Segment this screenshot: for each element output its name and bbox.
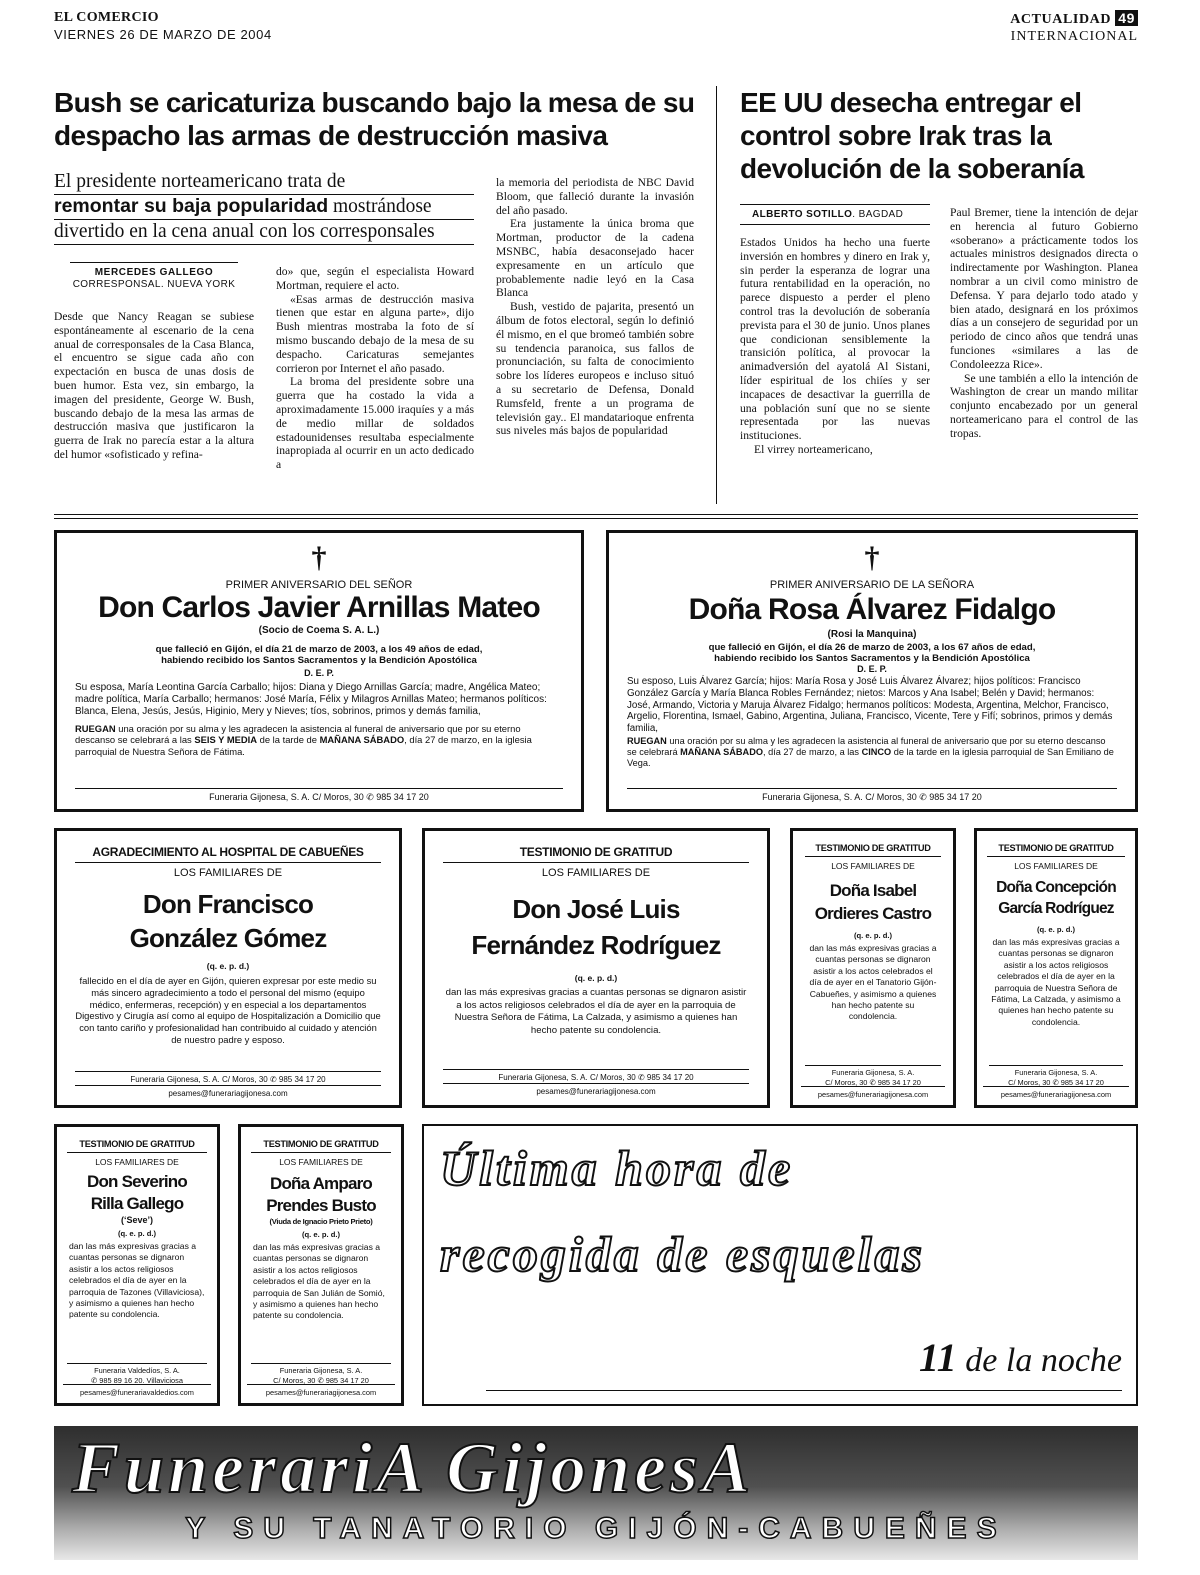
footer-address: C/ Moros, 30 ✆ 985 34 17 20	[273, 1375, 369, 1385]
section-divider	[54, 514, 1138, 519]
obit-title: TESTIMONIO DE GRATITUD	[987, 843, 1125, 857]
article2-column-1	[740, 236, 930, 457]
article1-column-3	[496, 176, 694, 438]
obit-name-line-2: Prendes Busto	[266, 1196, 376, 1215]
obit-family: Su esposa, María Leontina García Carballo; hijos: Diana y Diego Arnillas García; madre, Angélica Mateo; madre política, María Carballo; hermanos: José María, Félix y Milagros Arnillas Mateo; hermanos políticos: Blanca, Elena, Jesús, Jesús, Higinio, Mery y Nieves; tíos, sobrinos, primos y demás familia,	[75, 682, 547, 717]
paragraph: Bush, vestido de pajarita, presentó un álbum de fotos electoral, según lo definió él mismo, en el que bromeó también sobre su tendencia paranoica, sus fallos de pronunciación, su falta de conocimiento sobre los líderes europeos e incluso situó a su secretario de Defensa, Donald Rumsfeld, frente a un programa de televisión gay.. El mandatarioque enfrenta sus niveles más bajos de popularidad	[496, 300, 694, 438]
obit-qepd: (q. e. p. d.)	[854, 931, 892, 940]
obit-name: Doña Rosa Álvarez Fidalgo	[688, 593, 1056, 626]
obit-name-line-1: Don José Luis	[512, 894, 680, 924]
page-number: 49	[1115, 10, 1138, 26]
footer-company: Funeraria Gijonesa, S. A.	[831, 1068, 915, 1078]
obit-name-line-1: Doña Amparo	[269, 1174, 373, 1193]
obit-familiares: LOS FAMILIARES DE	[95, 1157, 179, 1167]
article1-column-2	[276, 265, 474, 472]
paragraph: Paul Bremer, tiene la intención de dejar en herencia al futuro Gobierno «soberano» a prácticamente todos los actuales ministros designados directa o indirectamente por Washington. Planea nombrar a un civil como ministro de Defensa. Y para dejarlo todo atado y bien atado, designará en los próximos días a un consejero de seguridad por un periodo de cinco años que tendrá unas funciones «similares a las de Condoleezza Rice».	[950, 206, 1138, 371]
obit-familiares: LOS FAMILIARES DE	[173, 867, 283, 879]
obit-dep: D. E. P.	[304, 668, 334, 678]
paragraph: Estados Unidos ha hecho una fuerte inversión en hombres y dinero en Irak y, sin perder la esperanza de lograr una futura rentabilidad en la operación, no parece dispuesto a perder el pleno control tras la devolución de soberanía prevista para el 30 de junio. Unos planes que condicionan sensiblemente la transición política, al provocar la animadversión del ayatolá Al Sistani, líder espiritual de los chiíes y ser incapaces de desactivar la guerrilla de una población suní que no se siente representada por las nuevas instituciones.	[740, 236, 930, 443]
obit-qepd: (q. e. p. d.)	[206, 961, 250, 971]
footer-address: C/ Moros, 30 ✆ 985 34 17 20	[1008, 1077, 1104, 1087]
obit-subtitle: (Rosi la Manquina)	[827, 629, 917, 640]
obit-footer: Funeraria Gijonesa, S. A. C/ Moros, 30 ✆ 985 34 17 20	[627, 788, 1117, 803]
obit-text: dan las más expresivas gracias a cuantas personas se dignaron asistir a los actos religiosos celebrados el día de ayer en la parroquia de Nuestra Señora de Fátima, La Calzada, y asimismo a quienes han hecho patente su condolencia.	[991, 937, 1121, 1027]
obit-qepd: (q. e. p. d.)	[118, 1229, 156, 1238]
obit-label: PRIMER ANIVERSARIO DEL SEÑOR	[225, 579, 413, 591]
obit-family: Su esposo, Luis Álvarez García; hijos: María Rosa y José Luis Álvarez Álvarez; hijos políticos: Francisco González García y María Blanca Robles Fernández; nietos: Marcos y Ana Isabel; Belén y David; hermanos: José, Armando, Victoria y Maruja Álvarez Fidalgo; hermanos políticos: Modesta, Argentina, Melchor, Francisco, Argelio, Florentina, Ismael, Gabino, Argentina, Juliana, Francisco, Vicente, Tere y Fifí; sobrinos, primos y demás familia,	[627, 676, 1113, 735]
obit-service	[627, 736, 1117, 769]
notice-hour-number: 11	[918, 1335, 957, 1380]
obit-label: PRIMER ANIVERSARIO DE LA SEÑORA	[769, 579, 975, 591]
obit-text: dan las más expresivas gracias a cuantas personas se dignaron asistir a los actos celebrados el día de ayer en el Tanatorio Gijón-Cabueñes, y asimismo a quienes han hecho patente su condolencia.	[809, 943, 937, 1022]
obit-familiares: LOS FAMILIARES DE	[279, 1157, 363, 1167]
obit-name-line-1: Doña Concepción	[996, 879, 1116, 896]
deck-emphasis: remontar su baja popularidad	[54, 195, 329, 217]
paragraph: la memoria del periodista de NBC David Bloom, que falleció durante la invasión del año pasado.	[496, 176, 694, 217]
obit-familiares: LOS FAMILIARES DE	[1014, 861, 1098, 871]
gratitude-jose-luis-fernandez	[422, 828, 770, 1108]
article2-column-2	[950, 206, 1138, 441]
obit-sacraments-line: habiendo recibido los Santos Sacramentos y la Bendición Apostólica	[161, 655, 477, 666]
obit-footer	[251, 1363, 391, 1385]
notice-hour	[918, 1335, 1122, 1381]
paper-name: EL COMERCIO	[54, 10, 159, 25]
ruegan: RUEGAN	[75, 723, 116, 734]
service-text: , día 27 de marzo, a las	[762, 746, 862, 757]
obit-title: TESTIMONIO DE GRATITUD	[443, 845, 749, 863]
obit-name-line-1: Doña Isabel	[829, 881, 917, 900]
banner-subtitle: Y SU TANATORIO GIJÓN-CABUEÑES	[185, 1512, 1007, 1545]
ruegan: RUEGAN	[627, 735, 667, 746]
obit-footer: Funeraria Gijonesa, S. A. C/ Moros, 30 ✆ 985 34 17 20	[75, 788, 563, 803]
service-text: una oración por su alma y les agradecen la asistencia al funeral de aniversario que por su eterno descanso se celebrará a las	[75, 723, 521, 746]
gratitude-severino-rilla	[54, 1124, 220, 1406]
obit-footer: Funeraria Gijonesa, S. A. C/ Moros, 30 ✆ 985 34 17 20	[75, 1071, 381, 1085]
deck-line-2	[54, 195, 474, 220]
service-time: SEIS Y MEDIA	[194, 734, 258, 746]
obit-email[interactable]: pesames@funerariagijonesa.com	[75, 1085, 381, 1099]
deck-line-1: El presidente norteamericano trata de	[54, 170, 474, 195]
byline-dateline: CORRESPONSAL. NUEVA YORK	[72, 279, 236, 290]
service-text: una oración por su alma y les agradecen la asistencia al funeral de aniversario que por su eterno descanso se celebrará	[627, 735, 1106, 757]
obit-name: Don Carlos Javier Arnillas Mateo	[98, 591, 540, 624]
article1-column-1: Desde que Nancy Reagan se subiese espontáneamente al escenario de la cena anual de corresponsales de la Casa Blanca, el encuentro se sigue cada año con expectación en busca de unas dosis de buen humor. Esta vez, sin embargo, la imagen del presidente, George W. Bush, buscando debajo de la mesa las armas de destrucción masiva que justificaron la guerra de Irak no parecía estar a la altura del humor «sofisticado y refina-	[54, 310, 254, 461]
byline-author: ALBERTO SOTILLO	[752, 209, 853, 220]
obit-name-line-1: Don Francisco	[142, 889, 314, 919]
obit-subtitle: (Socio de Coema S. A. L.)	[258, 625, 380, 636]
obit-name-line-2: Rilla Gallego	[90, 1194, 184, 1213]
notice-rule	[486, 1390, 1122, 1391]
footer-address: C/ Moros, 30 ✆ 985 34 17 20	[825, 1077, 921, 1087]
section-name	[1010, 10, 1138, 28]
paragraph: do» que, según el especialista Howard Mortman, requiere el acto.	[276, 265, 474, 292]
footer-address: ✆ 985 89 16 20. Villaviciosa	[91, 1375, 183, 1385]
obit-title: TESTIMONIO DE GRATITUD	[67, 1139, 207, 1153]
deck-line-2-rest: mostrándose	[328, 196, 432, 217]
article2-byline	[740, 204, 930, 225]
obit-qepd: (q. e. p. d.)	[1037, 925, 1075, 934]
notice-hour-text: de la noche	[956, 1342, 1122, 1379]
paragraph: La broma del presidente sobre una guerra que ha costado la vida a aproximadamente 15.000 iraquíes y a más de medio millar de soldados estadounidenses resultaba especialmente inapropiada al ocurrir en un acto dedicado a	[276, 375, 474, 472]
service-day: MAÑANA SÁBADO	[680, 746, 763, 757]
obit-nickname: (Viuda de Ignacio Prieto Prieto)	[269, 1217, 373, 1226]
obit-death-line: que falleció en Gijón, el día 26 de marzo de 2003, a los 67 años de edad,	[708, 642, 1036, 653]
obit-email[interactable]: pesames@funerariagijonesa.com	[801, 1086, 945, 1100]
service-text: de la tarde en la iglesia parroquial de San Emiliano de Vega.	[627, 746, 1114, 768]
deck-line-3: divertido en la cena anual con los corresponsales	[54, 220, 474, 245]
notice-line-2: recogida de esquelas	[440, 1226, 925, 1282]
obit-qepd: (q. e. p. d.)	[302, 1230, 340, 1239]
funeral-home-banner	[54, 1426, 1138, 1560]
obit-familiares: LOS FAMILIARES DE	[541, 867, 651, 879]
obituary-rosa-alvarez	[606, 530, 1138, 812]
obit-text: dan las más expresivas gracias a cuantas personas se dignaron asistir a los actos religiosos celebrados el día de ayer en la parroquia de Tazones (Villaviciosa), y asimismo a quienes han hecho patente su condolencia.	[69, 1241, 205, 1320]
paragraph: «Esas armas de destrucción masiva tienen que estar en alguna parte», dijo Bush mientras mostraba la foto de sí mismo buscando debajo de la mesa de su despacho. Caricaturas semejantes corrieron por Internet el año pasado.	[276, 292, 474, 375]
obit-name-line-2: González Gómez	[129, 923, 327, 953]
obit-email[interactable]: pesames@funerariavaldedios.com	[63, 1384, 211, 1398]
obit-name-line-2: García Rodríguez	[998, 900, 1114, 917]
obit-footer	[989, 1065, 1123, 1087]
masthead	[54, 10, 1138, 46]
obit-qepd: (q. e. p. d.)	[574, 973, 618, 983]
section-label: ACTUALIDAD	[1010, 12, 1112, 27]
footer-company: Funeraria Gijonesa, S. A.	[279, 1366, 363, 1376]
gratitude-amparo-prendes	[238, 1124, 404, 1406]
obit-text: dan las más expresivas gracias a cuantas personas se dignaron asistir a los actos religiosos celebrados el día de ayer en la parroquia de San Julián de Somió, y asimismo a quienes han hecho patente su condolencia.	[253, 1242, 385, 1321]
obit-text: fallecido en el día de ayer en Gijón, quieren expresar por este medio su más sincero agradecimiento a todo el personal del mismo (equipo médico, enfermeras, recepción) y en especial a los departamentos Digestivo y Cirugía así como al equipo de Hospitalización a Domicilio que con tanto cariño y profesionalidad han contribuido al cuidado y atención de nuestro padre y esposo.	[75, 975, 381, 1045]
obit-footer	[67, 1363, 207, 1385]
issue-date: VIERNES 26 DE MARZO DE 2004	[54, 27, 272, 42]
late-notice	[422, 1124, 1138, 1406]
footer-company: Funeraria Valdedíos, S. A.	[94, 1366, 180, 1376]
subsection-name: INTERNACIONAL	[1010, 29, 1138, 44]
byline-dateline: . BAGDAD	[852, 209, 904, 220]
obit-name-line-1: Don Severino	[87, 1172, 187, 1191]
obit-title: TESTIMONIO DE GRATITUD	[251, 1139, 391, 1153]
obit-email[interactable]: pesames@funerariagijonesa.com	[247, 1384, 395, 1398]
service-time: CINCO	[861, 746, 892, 757]
byline-author: MERCEDES GALLEGO	[94, 267, 214, 278]
gratitude-francisco-gonzalez	[54, 828, 402, 1108]
obit-title: TESTIMONIO DE GRATITUD	[805, 843, 941, 857]
obit-death-line: que falleció en Gijón, el día 21 de marzo de 2003, a los 49 años de edad,	[155, 644, 483, 655]
paragraph: El virrey norteamericano,	[754, 442, 873, 456]
article1-headline: Bush se caricaturiza buscando bajo la mesa de su despacho las armas de destrucción masiva	[54, 87, 695, 151]
gratitude-concepcion-garcia	[974, 828, 1138, 1108]
article2-headline: EE UU desecha entregar el control sobre Irak tras la devolución de la soberanía	[740, 87, 1084, 184]
footer-company: Funeraria Gijonesa, S. A.	[1014, 1068, 1098, 1078]
obit-nickname: (‘Seve’)	[120, 1215, 153, 1225]
gratitude-isabel-ordieres	[790, 828, 956, 1108]
service-day: MAÑANA SÁBADO	[319, 734, 405, 746]
cross-icon: †	[864, 541, 880, 574]
column-rule	[716, 86, 717, 504]
obit-name-line-2: Ordieres Castro	[814, 904, 932, 923]
cross-icon: †	[311, 541, 327, 574]
service-text: de la tarde de	[257, 734, 320, 746]
obit-dep: D. E. P.	[857, 664, 887, 674]
obit-email[interactable]: pesames@funerariagijonesa.com	[983, 1086, 1129, 1100]
obit-service	[75, 723, 563, 757]
paragraph: Se une también a ello la intención de Washington de crear un mando militar conjunto encabezado por un general norteamericano para el control de las tropas.	[950, 371, 1138, 440]
article1-deck	[54, 170, 474, 245]
obit-footer	[805, 1065, 941, 1087]
service-text: , día 27 de marzo, en la iglesia parroquial de Nuestra Señora de Fátima.	[75, 734, 532, 757]
obit-title: AGRADECIMIENTO AL HOSPITAL DE CABUEÑES	[75, 845, 381, 863]
banner-brand: FunerariA GijonesA	[72, 1428, 755, 1508]
notice-line-1: Última hora de	[440, 1140, 794, 1196]
obit-sacraments-line: habiendo recibido los Santos Sacramentos y la Bendición Apostólica	[714, 653, 1030, 664]
obit-email[interactable]: pesames@funerariagijonesa.com	[443, 1083, 749, 1097]
obit-familiares: LOS FAMILIARES DE	[831, 861, 915, 871]
paragraph: Era justamente la única broma que Mortman, productor de la cadena MSNBC, había desaconsejado hacer expresamente en un artículo que probablemente nadie leyó en la Casa Blanca	[496, 217, 694, 300]
obit-footer: Funeraria Gijonesa, S. A. C/ Moros, 30 ✆ 985 34 17 20	[443, 1069, 749, 1083]
obit-text: dan las más expresivas gracias a cuantas personas se dignaron asistir a los actos religiosos celebrados el día de ayer en la parroquia de Nuestra Señora de Fátima, La Calzada, y asimismo a quienes han hecho patente su condolencia.	[445, 987, 747, 1036]
obituary-carlos-arnillas	[54, 530, 584, 812]
article1-byline	[54, 262, 254, 290]
obit-name-line-2: Fernández Rodríguez	[471, 930, 721, 960]
